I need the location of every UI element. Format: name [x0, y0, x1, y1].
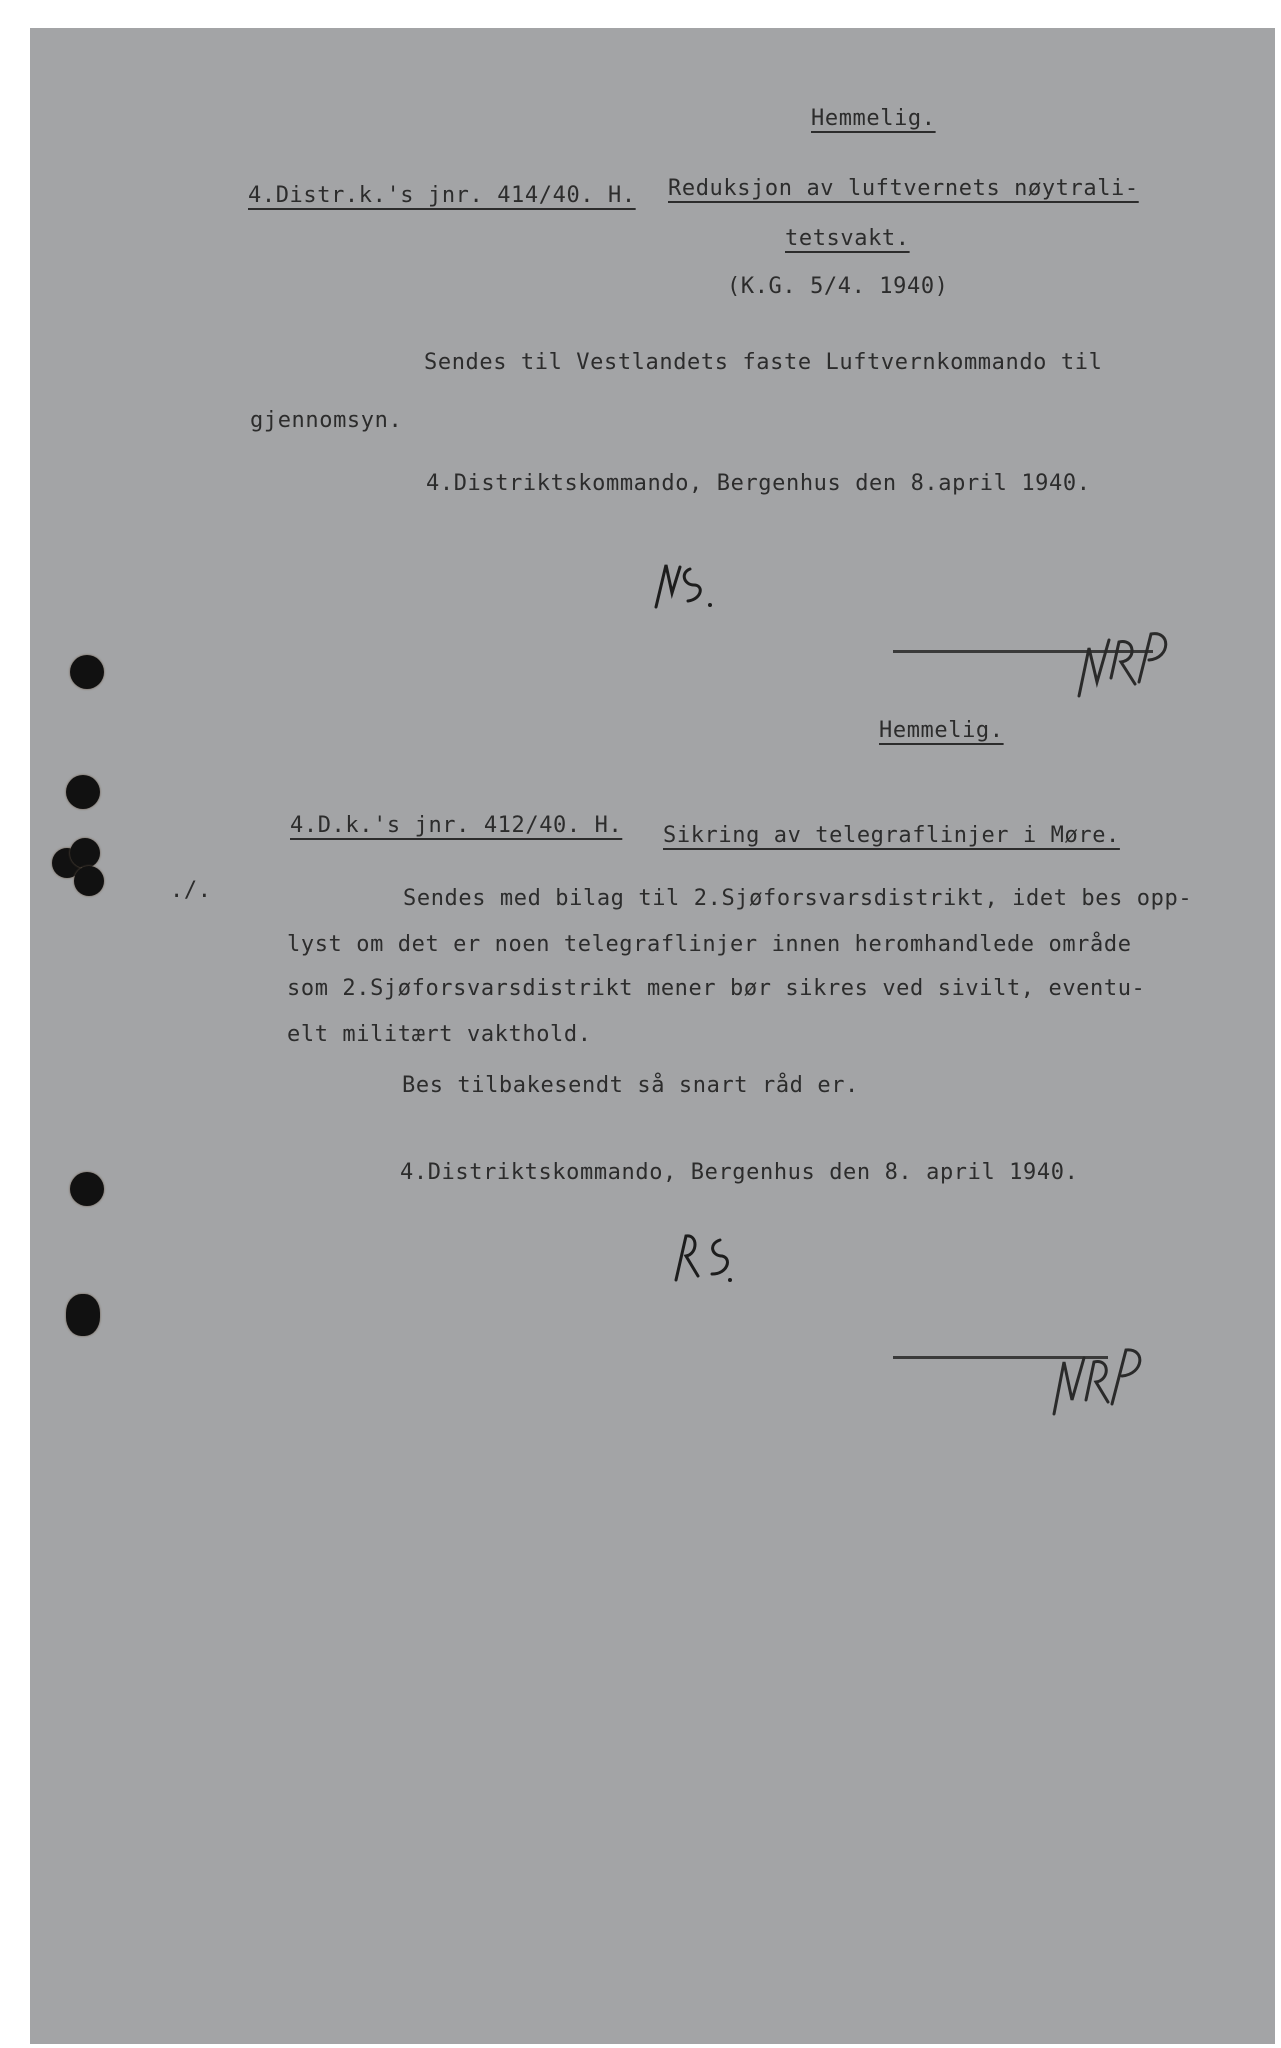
page-margin — [0, 0, 30, 2048]
subject-line-1a: Reduksjon av luftvernets nøytrali- — [668, 176, 1139, 201]
body-text-2e: Bes tilbakesendt så snart råd er. — [402, 1073, 859, 1098]
initials-handwritten-1 — [650, 555, 730, 615]
journal-reference-2: 4.D.k.'s jnr. 412/40. H. — [290, 813, 623, 838]
body-text-2a: Sendes med bilag til 2.Sjøforsvarsdistrikt, idet bes opp- — [403, 886, 1193, 911]
margin-mark: ./. — [170, 878, 212, 903]
punch-hole — [70, 655, 104, 689]
journal-reference-1: 4.Distr.k.'s jnr. 414/40. H. — [248, 183, 636, 208]
body-text-1a: Sendes til Vestlandets faste Luftvernkommando til — [424, 350, 1103, 375]
dateline-2: 4.Distriktskommando, Bergenhus den 8. april 1940. — [400, 1160, 1079, 1185]
classification-heading-1: Hemmelig. — [811, 106, 936, 131]
punch-hole — [66, 1294, 100, 1336]
punch-hole — [70, 1172, 104, 1206]
subject-2: Sikring av telegraflinjer i Møre. — [663, 823, 1120, 848]
dateline-1: 4.Distriktskommando, Bergenhus den 8.april 1940. — [426, 471, 1091, 496]
body-text-2b: lyst om det er noen telegraflinjer innen heromhandlede område — [287, 932, 1132, 957]
body-text-2c: som 2.Sjøforsvarsdistrikt mener bør sikres ved sivilt, eventu- — [287, 976, 1146, 1001]
signature-handwritten-2 — [1050, 1340, 1160, 1420]
punch-hole — [74, 866, 104, 896]
signature-handwritten-1 — [1075, 620, 1185, 700]
kg-reference: (K.G. 5/4. 1940) — [727, 274, 949, 299]
punch-hole — [70, 838, 100, 868]
document-sheet — [30, 28, 1275, 2044]
classification-heading-2: Hemmelig. — [879, 718, 1004, 743]
initials-handwritten-2 — [668, 1228, 748, 1288]
punch-hole — [66, 775, 100, 809]
body-text-2d: elt militært vakthold. — [287, 1022, 592, 1047]
body-text-1b: gjennomsyn. — [250, 408, 403, 433]
subject-line-1b: tetsvakt. — [785, 226, 910, 251]
